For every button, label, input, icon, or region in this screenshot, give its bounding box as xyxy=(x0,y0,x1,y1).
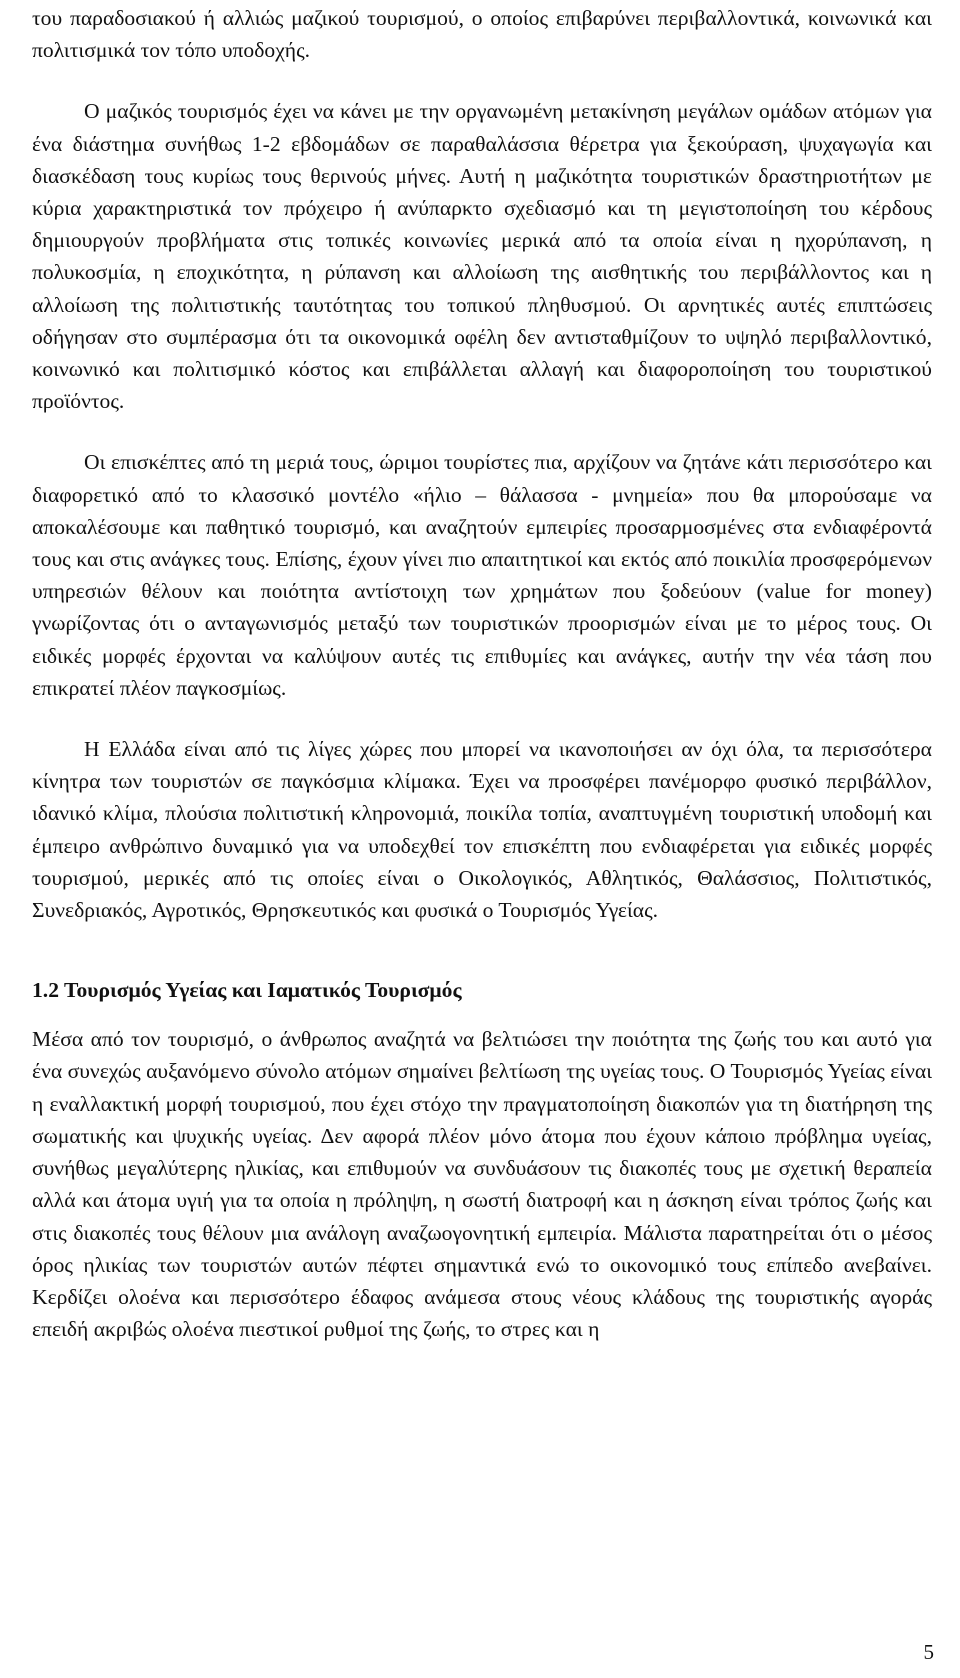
section-title: Τουρισμός Υγείας και Ιαματικός Τουρισμός xyxy=(64,978,462,1003)
document-page xyxy=(32,2,932,1345)
section-heading xyxy=(32,974,932,1006)
paragraph-continuation: του παραδοσιακού ή αλλιώς μαζικού τουρισμού, ο οποίος επιβαρύνει περιβαλλοντικά, κοινωνικά και πολιτισμικά τον τόπο υποδοχής. xyxy=(32,6,932,63)
paragraph-mass-tourism: Ο μαζικός τουρισμός έχει να κάνει με την οργανωμένη μετακίνηση μεγάλων ομάδων ατόμων για ένα διάστημα συνήθως 1-2 εβδομάδων σε παραθαλάσσια θέρετρα για ξεκούραση, ψυχαγωγία και διασκέδαση τους κυρίως τους θερινούς μήνες. Αυτή η μαζικότητα τουριστικών δραστηριοτήτων με κύρια χαρακτηριστικά τον πρόχειρο ή ανύπαρκτο σχεδιασμό και τη μεγιστοποίηση του κέρδους δημιουργούν προβλήματα στις τοπικές κοινωνίες μερικά από τα οποία είναι η ηχορύπανση, η πολυκοσμία, η εποχικότητα, η ρύπανση και αλλοίωση της αισθητικής του περιβάλλοντος και η αλλοίωση της πολιτιστικής ταυτότητας του τοπικού πληθυσμού. Οι αρνητικές αυτές επιπτώσεις οδήγησαν στο συμπέρασμα ότι τα οικονομικά οφέλη δεν αντισταθμίζουν το υψηλό περιβαλλοντικό, κοινωνικό και πολιτισμικό κόστος και επιβάλλεται αλλαγή και διαφοροποίηση του τουριστικού προϊόντος. xyxy=(32,99,932,414)
page-number: 5 xyxy=(923,1640,934,1664)
section-number: 1.2 xyxy=(32,978,59,1003)
paragraph-visitors: Οι επισκέπτες από τη μεριά τους, ώριμοι τουρίστες πια, αρχίζουν να ζητάνε κάτι περισσότερο και διαφορετικό από το κλασσικό μοντέλο «ήλιο – θάλασσα - μνημεία» που θα μπορούσαμε να αποκαλέσουμε και παθητικό τουρισμό, και αναζητούν εμπειρίες προσαρμοσμένες στα ενδιαφέροντά τους και στις ανάγκες τους. Επίσης, έχουν γίνει πιο απαιτητικοί και εκτός από ποικιλία προσφερόμενων υπηρεσιών θέλουν και ποιότητα αντίστοιχη των χρημάτων που ξοδεύουν (value for money) γνωρίζοντας ότι ο ανταγωνισμός μεταξύ των τουριστικών προορισμών είναι με το μέρος τους. Οι ειδικές μορφές έρχονται να καλύψουν αυτές τις επιθυμίες και ανάγκες, αυτήν την νέα τάση που επικρατεί πλέον παγκοσμίως. xyxy=(32,450,932,700)
paragraph-greece: Η Ελλάδα είναι από τις λίγες χώρες που μπορεί να ικανοποιήσει αν όχι όλα, τα περισσότερα κίνητρα των τουριστών σε παγκόσμια κλίμακα. Έχει να προσφέρει πανέμορφο φυσικό περιβάλλον, ιδανικό κλίμα, πλούσια πολιτιστική κληρονομιά, ποικίλα τοπία, αναπτυγμένη τουριστική υποδομή και έμπειρο ανθρώπινο δυναμικό για να υποδεχθεί τον επισκέπτη που ενδιαφέρεται για ειδικές μορφές τουρισμού, μερικές από τις οποίες είναι ο Οικολογικός, Αθλητικός, Θαλάσσιος, Πολιτιστικός, Συνεδριακός, Αγροτικός, Θρησκευτικός και φυσικά ο Τουρισμός Υγείας. xyxy=(32,737,932,923)
paragraph-health-tourism: Μέσα από τον τουρισμό, ο άνθρωπος αναζητά να βελτιώσει την ποιότητα της ζωής του και αυτό για ένα συνεχώς αυξανόμενο σύνολο ατόμων σημαίνει βελτίωση της υγείας τους. Ο Τουρισμός Υγείας είναι η εναλλακτική μορφή τουρισμού, που έχει στόχο την πραγματοποίηση διακοπών για τη διατήρηση της σωματικής και ψυχικής υγείας. Δεν αφορά πλέον μόνο άτομα που έχουν κάποιο πρόβλημα υγείας, συνήθως μεγαλύτερης ηλικίας, και επιθυμούν να συνδυάσουν τις διακοπές τους με σχετική θεραπεία αλλά και άτομα υγιή για τα οποία η πρόληψη, η σωστή διατροφή και η άσκηση είναι τρόπος ζωής και στις διακοπές τους θέλουν μια ανάλογη αναζωογονητική εμπειρία. Μάλιστα παρατηρείται ότι ο μέσος όρος ηλικίας των τουριστών αυτών πέφτει σημαντικά ενώ το οικονομικό τους επίπεδο ανεβαίνει. Κερδίζει ολοένα και περισσότερο έδαφος ανάμεσα στους νέους κλάδους της τουριστικής αγοράς επειδή ακριβώς ολοένα πιεστικοί ρυθμοί της ζωής, το στρες και η xyxy=(32,1027,932,1342)
